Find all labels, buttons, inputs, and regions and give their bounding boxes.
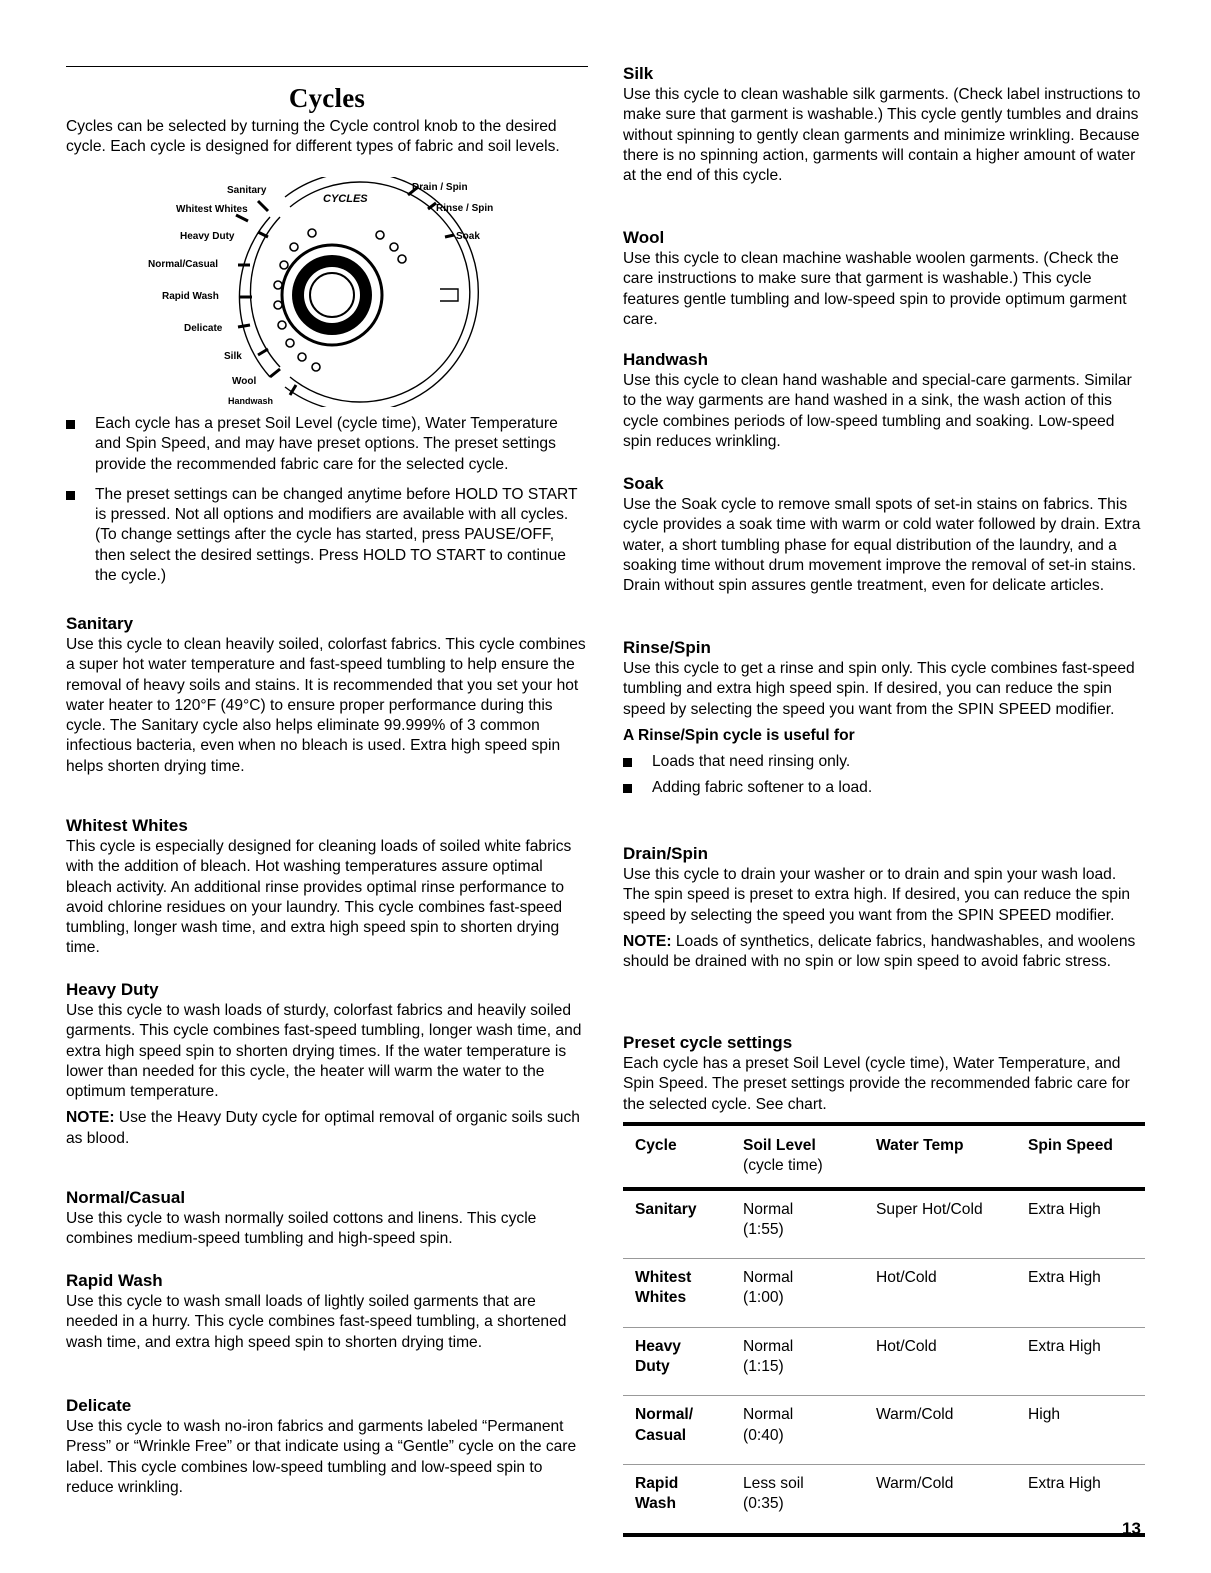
table-row: Rapid Wash Less soil (0:35) Warm/Cold Extra High bbox=[635, 1474, 1101, 1513]
header-spin-speed: Spin Speed bbox=[1028, 1137, 1113, 1154]
bullet-square bbox=[623, 784, 632, 793]
dial-label-handwash: Handwash bbox=[228, 396, 274, 406]
intro-bullets bbox=[66, 414, 588, 586]
section-body: Use this cycle to wash loads of sturdy, colorfast fabrics and heavily soiled garments. This cycle combines fast-speed tumbling, longer wash time, and extra high speed spin to shorten drying times. If the water temperature is lower than needed for this cycle, the heater will warm the water to the optimum temperature. bbox=[66, 1002, 582, 1101]
section-heading: Wool bbox=[623, 228, 665, 247]
dial-label-silk: Silk bbox=[224, 351, 242, 362]
bullet-square bbox=[66, 491, 75, 500]
section-body: Use this cycle to get a rinse and spin only. This cycle combines fast-speed tumbling and extra high speed spin. If desired, you can reduce the spin speed by selecting the speed you want from the SPIN SPEED modifier. bbox=[623, 660, 1135, 718]
bullet-item: Loads that need rinsing only. bbox=[623, 752, 1145, 772]
header-soil-level: Soil Level (cycle time) bbox=[743, 1137, 823, 1175]
dial-label-heavy-duty: Heavy Duty bbox=[180, 231, 235, 242]
section-heading: Heavy Duty bbox=[66, 980, 159, 999]
cycle-dial-illustration bbox=[140, 177, 530, 407]
table-row: Normal/ Casual Normal (0:40) Warm/Cold High bbox=[635, 1406, 1061, 1444]
section-heading: Normal/Casual bbox=[66, 1188, 186, 1207]
section-drain-spin bbox=[623, 843, 1145, 972]
section-heading: Silk bbox=[623, 64, 654, 83]
bullet-square bbox=[623, 758, 632, 767]
section-subheading: A Rinse/Spin cycle is useful for bbox=[623, 726, 855, 744]
section-body: Use this cycle to wash normally soiled cottons and linens. This cycle combines medium-speed tumbling and high-speed spin. bbox=[66, 1210, 537, 1248]
section-body: Use this cycle to clean hand washable and special-care garments. Similar to the way garments are hand washed in a sink, the wash action of this cycle combines periods of low-speed tumbling and soaking. Low-speed spin reduces wrinkling. bbox=[623, 372, 1132, 450]
section-body: Use this cycle to drain your washer or to drain and spin your wash load. The spin speed is preset to extra high. If desired, you can reduce the spin speed by selecting the speed you want from the SPIN SPEED modifier. bbox=[623, 866, 1131, 924]
section-body: Use this cycle to clean washable silk garments. (Check label instructions to make sure that garment is washable.) This cycle gently tumbles and drains without spinning to gently clean garments and minimize wrinkling. Because there is no spinning action, garments will contain a higher amount of water at the end of this cycle. bbox=[623, 86, 1141, 185]
dial-heading: CYCLES bbox=[323, 193, 368, 205]
dial-label-sanitary: Sanitary bbox=[227, 185, 267, 196]
section-heading: Rinse/Spin bbox=[623, 638, 711, 657]
section-heading: Whitest Whites bbox=[66, 816, 188, 835]
section-sanitary bbox=[66, 613, 588, 777]
table-header-row bbox=[623, 1126, 1145, 1187]
dial-label-rinse-spin: Rinse / Spin bbox=[436, 203, 494, 214]
dial-label-rapid-wash: Rapid Wash bbox=[162, 291, 219, 302]
page-number: 13 bbox=[1122, 1519, 1141, 1538]
section-body: Use this cycle to clean machine washable woolen garments. (Check the care instructions to make sure that garment is washable.) This cycle features gentle tumbling and low-speed spin to provide optimum garment care. bbox=[623, 250, 1127, 328]
section-delicate bbox=[66, 1395, 588, 1498]
section-rapid-wash bbox=[66, 1270, 588, 1353]
section-normal-casual bbox=[66, 1187, 588, 1250]
section-note: NOTE: Use the Heavy Duty cycle for optimal removal of organic soils such as blood. bbox=[66, 1109, 580, 1147]
section-body: Each cycle has a preset Soil Level (cycle time), Water Temperature, and Spin Speed. The preset settings provide the recommended fabric care for the selected cycle. See chart. bbox=[623, 1055, 1130, 1113]
page-title: Cycles bbox=[288, 83, 366, 113]
dial-label-drain-spin: Drain / Spin bbox=[412, 182, 468, 193]
bullet-item: Each cycle has a preset Soil Level (cycle time), Water Temperature and Spin Speed, and may have preset options. The preset settings provide the recommended fabric care for the selected cycle. bbox=[66, 414, 588, 475]
section-body: Use the Soak cycle to remove small spots of set-in stains on fabrics. This cycle provides a soak time with warm or cold water followed by drain. Extra water, a short tumbling phase for equal distribution of the laundry, and a soaking time without drum movement improve the removal of set-in stains. Drain without spin assures gentle treatment, even for delicate articles. bbox=[623, 496, 1141, 595]
section-note: NOTE: Loads of synthetics, delicate fabrics, handwashables, and woolens should be drained with no spin or low spin speed to avoid fabric stress. bbox=[623, 932, 1136, 971]
section-heading: Drain/Spin bbox=[623, 844, 709, 863]
table-row: Whitest Whites Normal (1:00) Hot/Cold Extra High bbox=[635, 1269, 1101, 1307]
table-bottom-rule bbox=[623, 1533, 1145, 1537]
table-row: Sanitary Normal (1:55) Super Hot/Cold Extra High bbox=[635, 1200, 1101, 1238]
header-water-temp: Water Temp bbox=[876, 1137, 964, 1154]
dial-label-delicate: Delicate bbox=[184, 323, 223, 334]
section-body: Use this cycle to wash no-iron fabrics and garments labeled “Permanent Press” or “Wrinkle Free” or that indicate using a “Gentle” cycle on the care label. This cycle combines low-speed tumbling and low-speed spin to reduce wrinkling. bbox=[66, 1418, 577, 1496]
header-cycle: Cycle bbox=[635, 1137, 677, 1154]
section-silk bbox=[623, 63, 1145, 186]
section-whitest-whites bbox=[66, 815, 588, 959]
dial-label-normal-casual: Normal/Casual bbox=[148, 259, 219, 270]
section-body: Use this cycle to wash small loads of lightly soiled garments that are needed in a hurry. This cycle combines fast-speed tumbling, a shortened wash time, and extra high speed spin to shorten drying time. bbox=[66, 1293, 567, 1351]
bullet-item: The preset settings can be changed anytime before HOLD TO START is pressed. Not all options and modifiers are available with all cycles. (To change settings after the cycle has started, press PAUSE/OFF, then select the desired settings. Press HOLD TO START to continue the cycle.) bbox=[66, 485, 588, 586]
table-row: Heavy Duty Normal (1:15) Hot/Cold Extra High bbox=[635, 1337, 1101, 1376]
top-rule bbox=[66, 66, 588, 67]
section-preset-cycle-settings bbox=[623, 1032, 1145, 1115]
dial-label-wool: Wool bbox=[232, 376, 257, 387]
section-heavy-duty bbox=[66, 979, 588, 1149]
dial-label-whitest-whites: Whitest Whites bbox=[176, 204, 248, 215]
section-heading: Sanitary bbox=[66, 614, 134, 633]
section-handwash bbox=[623, 349, 1145, 452]
intro-paragraph: Cycles can be selected by turning the Cycle control knob to the desired cycle. Each cycle is designed for different types of fabric and soil levels. bbox=[66, 118, 560, 156]
section-heading: Delicate bbox=[66, 1396, 132, 1415]
section-heading: Rapid Wash bbox=[66, 1271, 163, 1290]
cycle-settings-table bbox=[623, 1122, 1145, 1537]
section-body: This cycle is especially designed for cleaning loads of soiled white fabrics with the addition of bleach. Hot washing temperatures assure optimal bleach activity. An additional rinse provides optimal rinse performance to avoid chlorine residues on your laundry. This cycle combines fast-speed tumbling, longer wash time, and extra high speed spin to shorten drying time. bbox=[66, 838, 572, 957]
section-wool bbox=[623, 227, 1145, 330]
section-heading: Soak bbox=[623, 474, 664, 493]
section-heading: Handwash bbox=[623, 350, 709, 369]
section-rinse-spin bbox=[623, 637, 1145, 798]
dial-label-soak: Soak bbox=[456, 231, 480, 242]
section-soak bbox=[623, 473, 1145, 596]
section-body: Use this cycle to clean heavily soiled, colorfast fabrics. This cycle combines a super hot water temperature and fast-speed tumbling to help ensure the removal of heavy soils and stains. It is recommended that you set your hot water heater to 120°F (49°C) to ensure proper performance during this cycle. The Sanitary cycle also helps eliminate 99.999% of 3 common infectious bacteria, even when no bleach is used. Extra high speed spin helps shorten drying time. bbox=[66, 636, 586, 775]
bullet-square bbox=[66, 420, 75, 429]
section-heading: Preset cycle settings bbox=[623, 1033, 793, 1052]
bullet-item: Adding fabric softener to a load. bbox=[623, 778, 1145, 798]
